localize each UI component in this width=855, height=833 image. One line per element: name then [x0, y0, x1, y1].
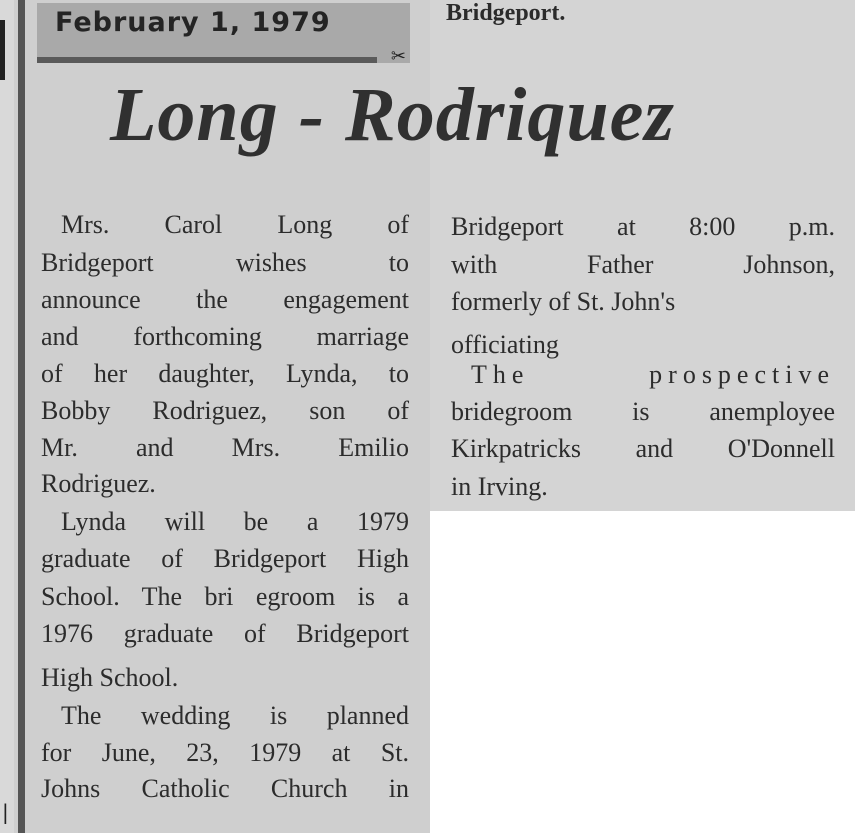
- article-line: The wedding is planned: [61, 701, 409, 730]
- article-line: bridegroom is anemployee: [451, 397, 835, 426]
- article-line: High School.: [41, 663, 179, 692]
- column-rule: [18, 0, 25, 833]
- page-margin: [0, 0, 14, 833]
- article-line: Lynda will be a 1979: [61, 507, 409, 536]
- edge-mark: [0, 20, 5, 80]
- article-line: Bridgeport wishes to: [41, 248, 409, 277]
- article-line: School. The bri egroom is a: [41, 582, 409, 611]
- article-line: formerly of St. John's: [451, 287, 676, 316]
- article-line: Johns Catholic Church in: [41, 774, 409, 803]
- article-line: Mrs. Carol Long of: [61, 210, 409, 239]
- article-line: with Father Johnson,: [451, 250, 835, 279]
- date-tag: [37, 3, 410, 67]
- edge-mark-bottom: |: [2, 800, 9, 824]
- article-line: in Irving.: [451, 472, 548, 501]
- date-tag-rule: [37, 57, 377, 63]
- article-line: of her daughter, Lynda, to: [41, 359, 409, 388]
- article-line: Mr. and Mrs. Emilio: [41, 433, 409, 462]
- article-line: Bobby Rodriguez, son of: [41, 396, 409, 425]
- article-line: graduate of Bridgeport High: [41, 544, 409, 573]
- article-line: 1976 graduate of Bridgeport: [41, 619, 409, 648]
- article-line: Bridgeport at 8:00 p.m.: [451, 212, 835, 241]
- article-line: for June, 23, 1979 at St.: [41, 738, 409, 767]
- top-fragment-text: Bridgeport.: [446, 0, 566, 26]
- date-tag-text: February 1, 1979: [55, 7, 331, 38]
- article-line: and forthcoming marriage: [41, 322, 409, 351]
- headline: Long - Rodriquez: [110, 73, 675, 157]
- article-line: announce the engagement: [41, 285, 409, 314]
- article-line: Kirkpatricks and O'Donnell: [451, 434, 835, 463]
- article-line: officiating: [451, 330, 559, 359]
- article-line: The prospective: [471, 360, 835, 389]
- scissors-icon: ✂: [390, 46, 406, 67]
- article-line: Rodriguez.: [41, 469, 156, 498]
